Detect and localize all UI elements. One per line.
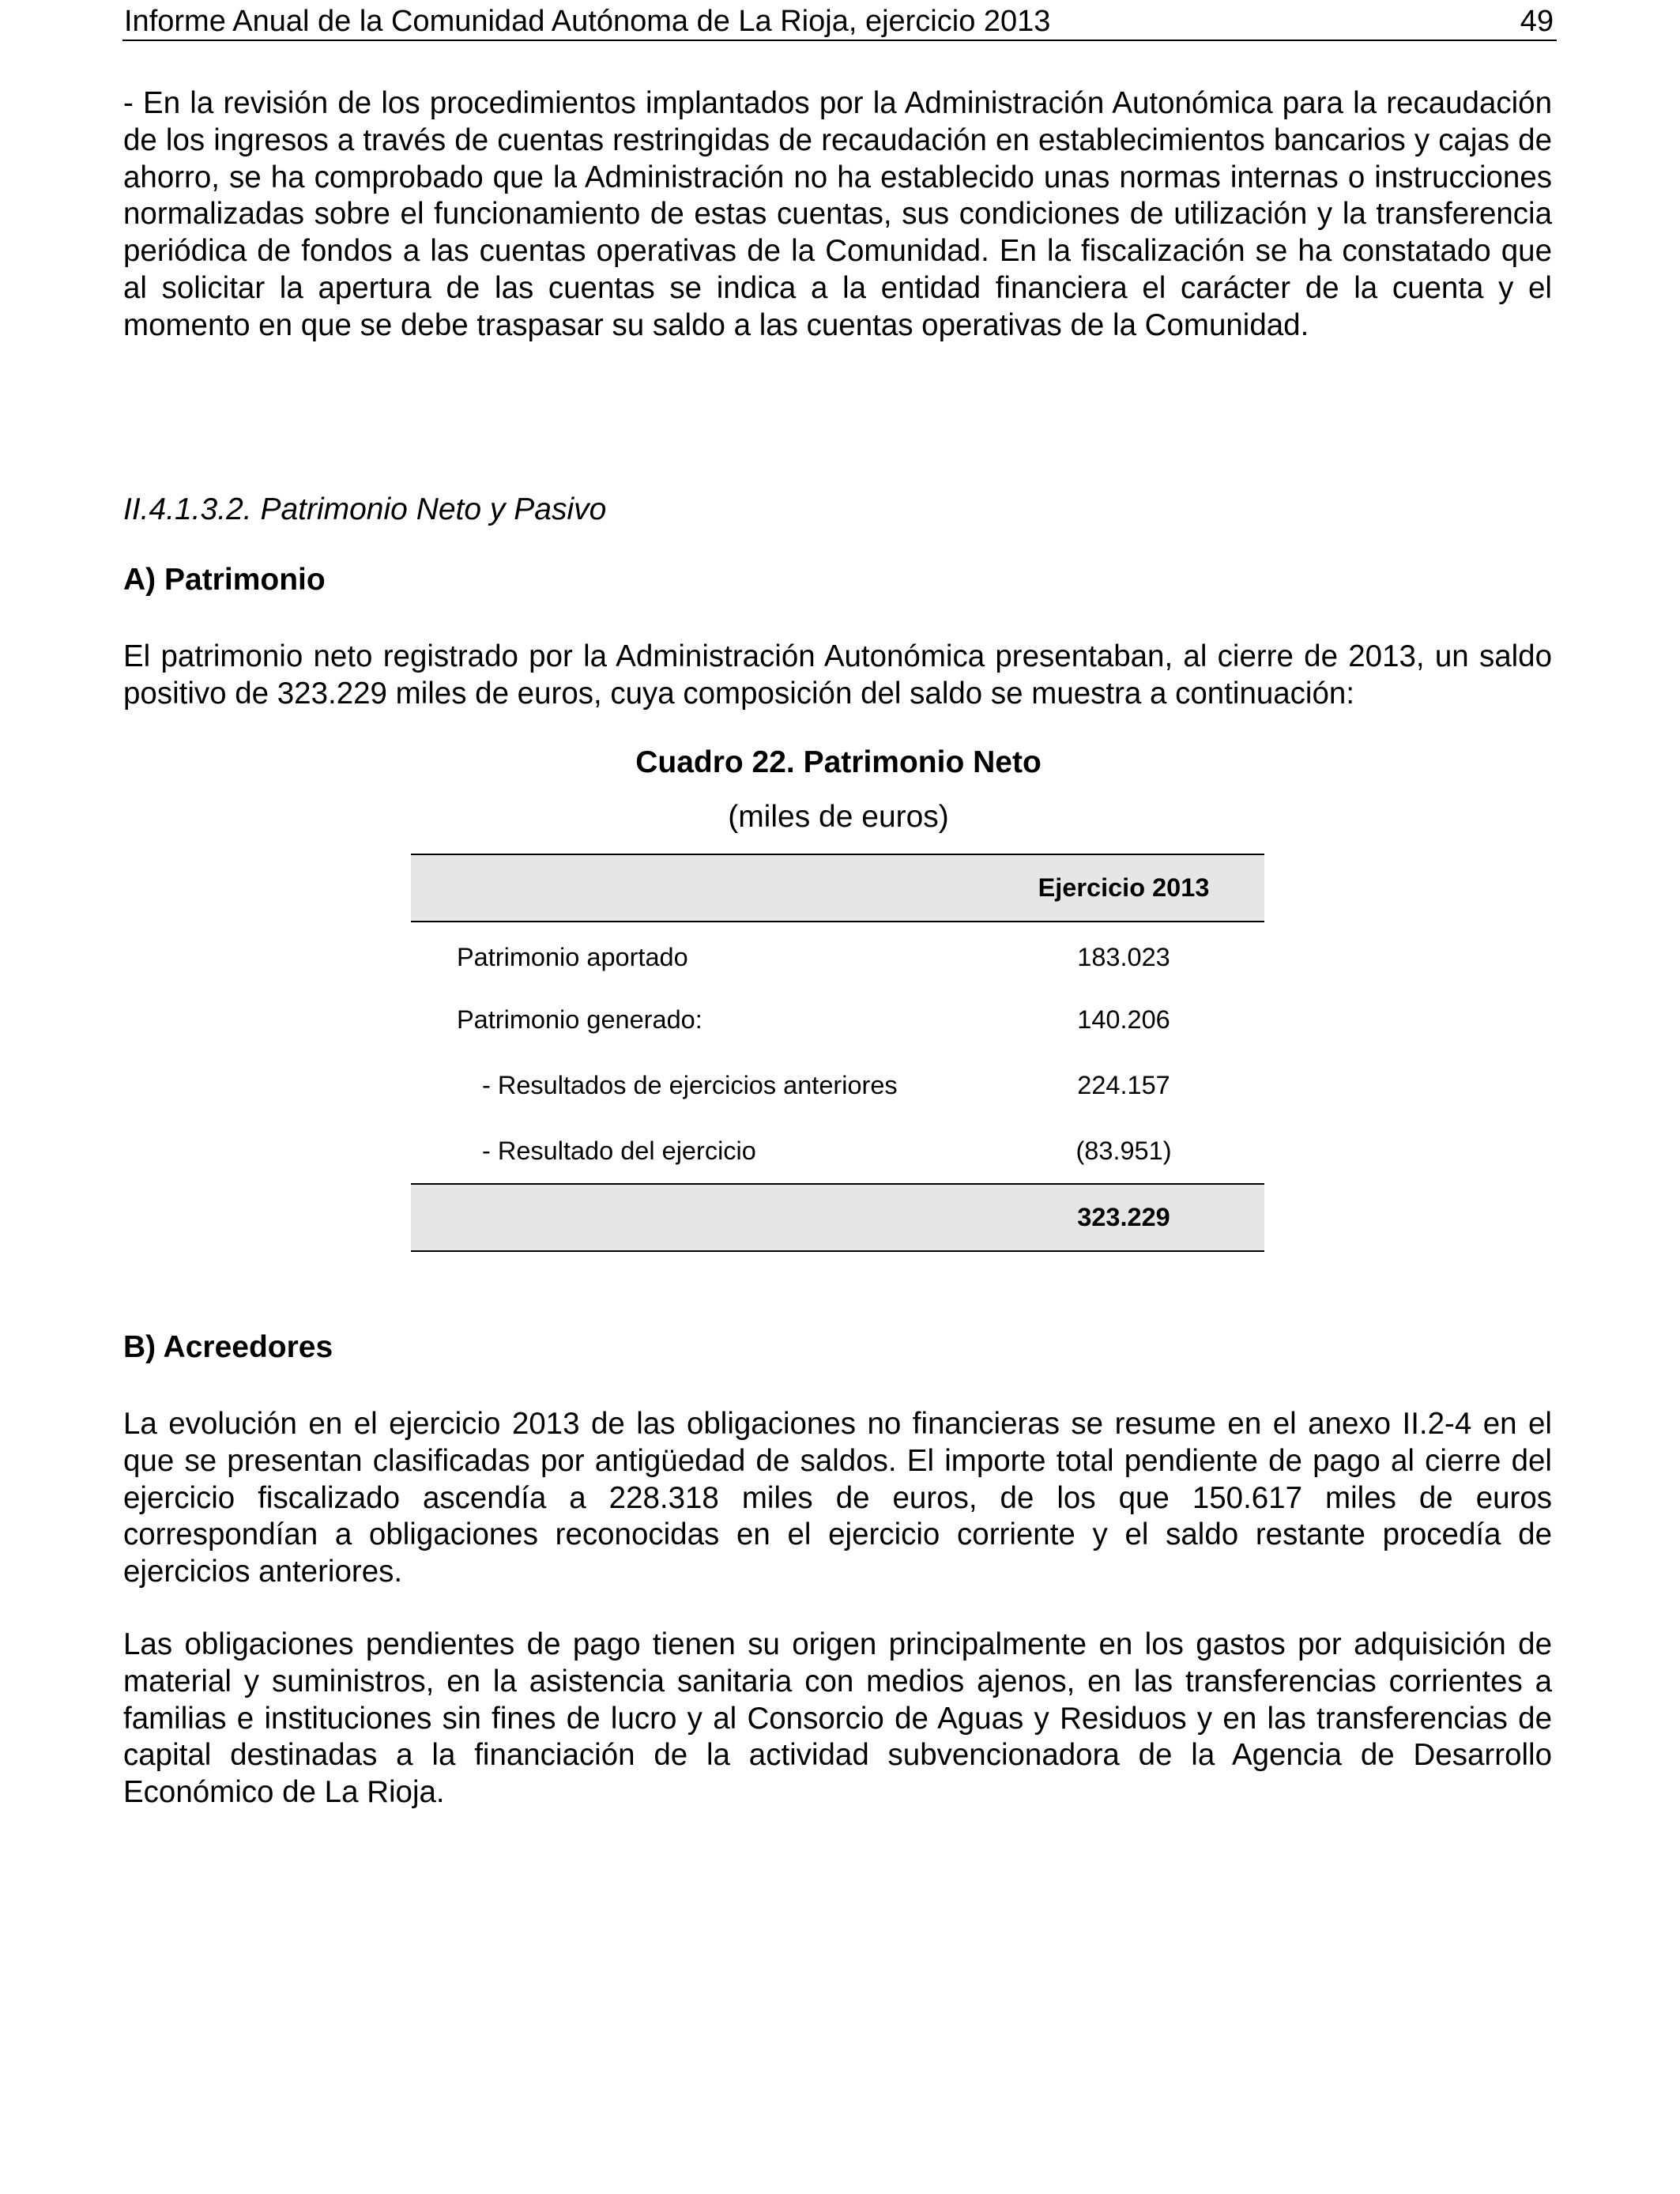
header-title: Informe Anual de la Comunidad Autónoma de La Rioja, ejercicio 2013	[124, 5, 1051, 38]
acreedores-paragraph-2: Las obligaciones pendientes de pago tienen su origen principalmente en los gastos por adquisición de material y suministros, en la asistencia sanitaria con medios ajenos, en las transferencias corrientes a familias e instituciones sin fines de lucro y al Consorcio de Aguas y Residuos y en las transferencias de capital destinadas a la financiación de la actividad subvencionadora de la Agencia de Desarrollo Económico de La Rioja.	[123, 1627, 1552, 1810]
table-header-row	[411, 854, 1264, 922]
row-value: 183.023	[1077, 943, 1170, 971]
table-total-row	[411, 1184, 1264, 1251]
table-row	[411, 922, 1264, 987]
column-header: Ejercicio 2013	[984, 854, 1264, 922]
table-row	[411, 1053, 1264, 1118]
table-units: (miles de euros)	[728, 800, 949, 834]
intro-paragraph: - En la revisión de los procedimientos implantados por la Administración Autonómica para la recaudación de los ingresos a través de cuentas restringidas de recaudación en establecimientos bancarios y cajas de ahorro, se ha comprobado que la Administración no ha establecido unas normas internas o instrucciones normalizadas sobre el funcionamiento de estas cuentas, sus condiciones de utilización y la transferencia periódica de fondos a las cuentas operativas de la Comunidad. En la fiscalización se ha constatado que al solicitar la apertura de las cuentas se indica a la entidad financiera el carácter de la cuenta y el momento en que se debe traspasar su saldo a las cuentas operativas de la Comunidad.	[123, 86, 1552, 342]
patrimonio-paragraph: El patrimonio neto registrado por la Administración Autonómica presentaban, al cierre de 2013, un saldo positivo de 323.229 miles de euros, cuya composición del saldo se muestra a continuación:	[123, 639, 1552, 711]
row-label: Patrimonio generado:	[457, 1005, 703, 1034]
row-label: - Resultado del ejercicio	[482, 1136, 756, 1165]
table-caption: Cuadro 22. Patrimonio Neto	[635, 745, 1042, 779]
acreedores-heading: B) Acreedores	[123, 1330, 333, 1364]
patrimonio-heading: A) Patrimonio	[123, 563, 326, 597]
patrimonio-neto-table	[411, 854, 1264, 1252]
acreedores-paragraph-1: La evolución en el ejercicio 2013 de las obligaciones no financieras se resume en el anexo II.2-4 en el que se presentan clasificadas por antigüedad de saldos. El importe total pendiente de pago al cierre del ejercicio fiscalizado ascendía a 228.318 miles de euros, de los que 150.617 miles de euros correspondían a obligaciones reconocidas en el ejercicio corriente y el saldo restante procedía de ejercicios anteriores.	[123, 1407, 1552, 1589]
table-row	[411, 1118, 1264, 1184]
table-row	[411, 987, 1264, 1053]
page-header	[122, 0, 1557, 41]
row-label: - Resultados de ejercicios anteriores	[482, 1071, 898, 1099]
row-value: (83.951)	[1075, 1136, 1172, 1165]
row-value: 224.157	[1077, 1071, 1170, 1099]
row-label: Patrimonio aportado	[457, 943, 688, 971]
total-value: 323.229	[984, 1184, 1264, 1251]
row-value: 140.206	[1077, 1005, 1170, 1034]
page-number: 49	[1520, 5, 1554, 38]
section-title: II.4.1.3.2. Patrimonio Neto y Pasivo	[123, 492, 607, 526]
